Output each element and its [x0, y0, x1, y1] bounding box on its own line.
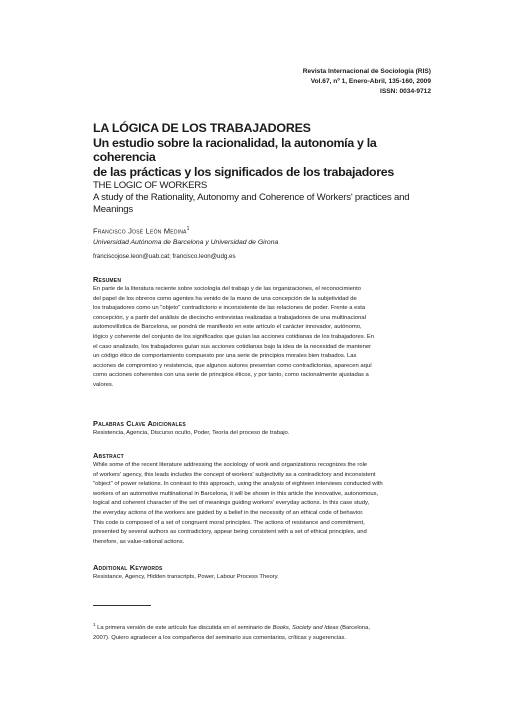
abstract-line: logical and coherent character of the set of meanings guiding workers' everyday actions. In this case study, [93, 500, 370, 507]
author-name-text: Francisco José León Medina [93, 226, 187, 236]
author-footnote-mark: 1 [186, 226, 190, 232]
journal-name: Revista Internacional de Sociología (RIS) [302, 68, 431, 75]
abstract-line: workers of an automotive multinational in Barcelona, it will be shown in this article the innovative, autonomous, [93, 490, 379, 497]
footnote-line-2: 2007). Quiero agradecer a los compañeros del seminario sus comentarios, críticas y sugerencias. [93, 634, 347, 641]
english-title-line-1: THE LOGIC OF WORKERS [93, 180, 207, 191]
footnote-text-1: La primera versión de este artículo fue discutida en el seminario de [97, 624, 273, 631]
journal-volume: Vol.67, nº 1, Enero-Abril, 135-160, 2009 [310, 78, 431, 85]
resumen-line: un código ético de comportamiento compuesto por una serie de principios morales bien trabados. Las [93, 353, 357, 360]
author-name [93, 224, 190, 237]
abstract-line: This code is composed of a set of congruent moral principles. The actions of resistance and commitment, [93, 519, 365, 526]
resumen-line: lógico y coherente del conjunto de los significados que guían las acciones cotidianas de los trabajadores. En [93, 333, 375, 340]
abstract-text [93, 461, 431, 547]
author-affiliation: Universidad Autónoma de Barcelona y Universidad de Girona [93, 239, 279, 246]
keywords-text: Resistance, Agency, Hidden transcripts, Power, Labour Process Theory. [93, 574, 279, 580]
english-title-line-3: Meanings [93, 204, 133, 215]
footnote-divider [93, 605, 151, 606]
abstract-line: therefore, as value-rational actions. [93, 538, 185, 545]
footnote [93, 620, 431, 643]
spanish-title-line-1: LA LÓGICA DE LOS TRABAJADORES [93, 121, 311, 135]
footnote-seminar-name: Books, Society and Ideas [272, 624, 339, 631]
resumen-line: En parte de la literatura reciente sobre sociología del trabajo y de las organizaciones, el reconocimiento [93, 286, 361, 292]
footnote-text-1-end: (Barcelona, [338, 624, 371, 631]
spanish-title [93, 121, 438, 179]
abstract-line: presented by several authors as contradictory, appear being consistent with a set of ethical principles, and [93, 529, 367, 536]
resumen-line: como acciones coherentes con una serie de principios éticos, y por tanto, como racionalmente ajustadas a [93, 372, 369, 379]
resumen-line: del papel de los obreros como agentes ha venido de la mano de una concepción de la subjetividad de [93, 295, 357, 302]
resumen-line: valores. [93, 381, 114, 388]
resumen-line: los trabajadores como un "objeto" contradictorio e inconsistente de las relaciones de poder. Frente a esta [93, 305, 366, 312]
spanish-title-line-2: Un estudio sobre la racionalidad, la autonomía y la coherencia [93, 135, 377, 164]
keywords-heading: Additional Keywords [93, 563, 163, 572]
abstract-line: the everyday actions of the workers are guided by a belief in the necessity of an ethical code of behavior. [93, 509, 364, 516]
resumen-line: automovilística de Barcelona, se pondrá de manifiesto en este artículo el carácter innovador, autónomo, [93, 324, 362, 331]
resumen-line: concepción, y a partir del análisis de dieciocho entrevistas realizadas a trabajadores de una multinacional [93, 314, 366, 321]
english-title-line-2: A study of the Rationality, Autonomy and Coherence of Workers' practices and [93, 192, 410, 203]
palabras-clave-text: Resistencia, Agencia, Discurso oculto, Poder, Teoría del proceso de trabajo. [93, 430, 290, 436]
english-title [93, 180, 438, 216]
resumen-line: acciones de compromiso y resistencia, que algunos autores presentan como contradictorias, aparecen aquí [93, 362, 372, 369]
abstract-line: of workers' agency, this leads includes the concept of workers' subjectivity as a contradictory and inconsistent [93, 471, 376, 478]
footnote-line-1 [93, 620, 431, 634]
resumen-line: el caso analizado, los trabajadores guían sus acciones cotidianas bajo la idea de la necesidad de mantener [93, 343, 372, 350]
abstract-line: "object" of power relations. In contrast to this approach, using the analysis of eighteen interviews conducted with [93, 481, 383, 488]
spanish-title-line-3: de las prácticas y los significados de los trabajadores [93, 164, 394, 179]
footnote-mark: 1 [93, 622, 96, 627]
abstract-line: While some of the recent literature addressing the sociology of work and organizations recognizes the role [93, 462, 368, 468]
palabras-clave-heading: Palabras Clave Adicionales [93, 419, 186, 428]
resumen-text [93, 285, 431, 391]
journal-issn: ISSN: 0034-9712 [380, 88, 431, 95]
journal-header [303, 67, 431, 97]
resumen-heading: Resumen [93, 275, 122, 284]
abstract-heading: Abstract [93, 451, 124, 460]
author-email: franciscojose.leon@uab.cat; francisco.leon@udg.es [93, 253, 236, 260]
